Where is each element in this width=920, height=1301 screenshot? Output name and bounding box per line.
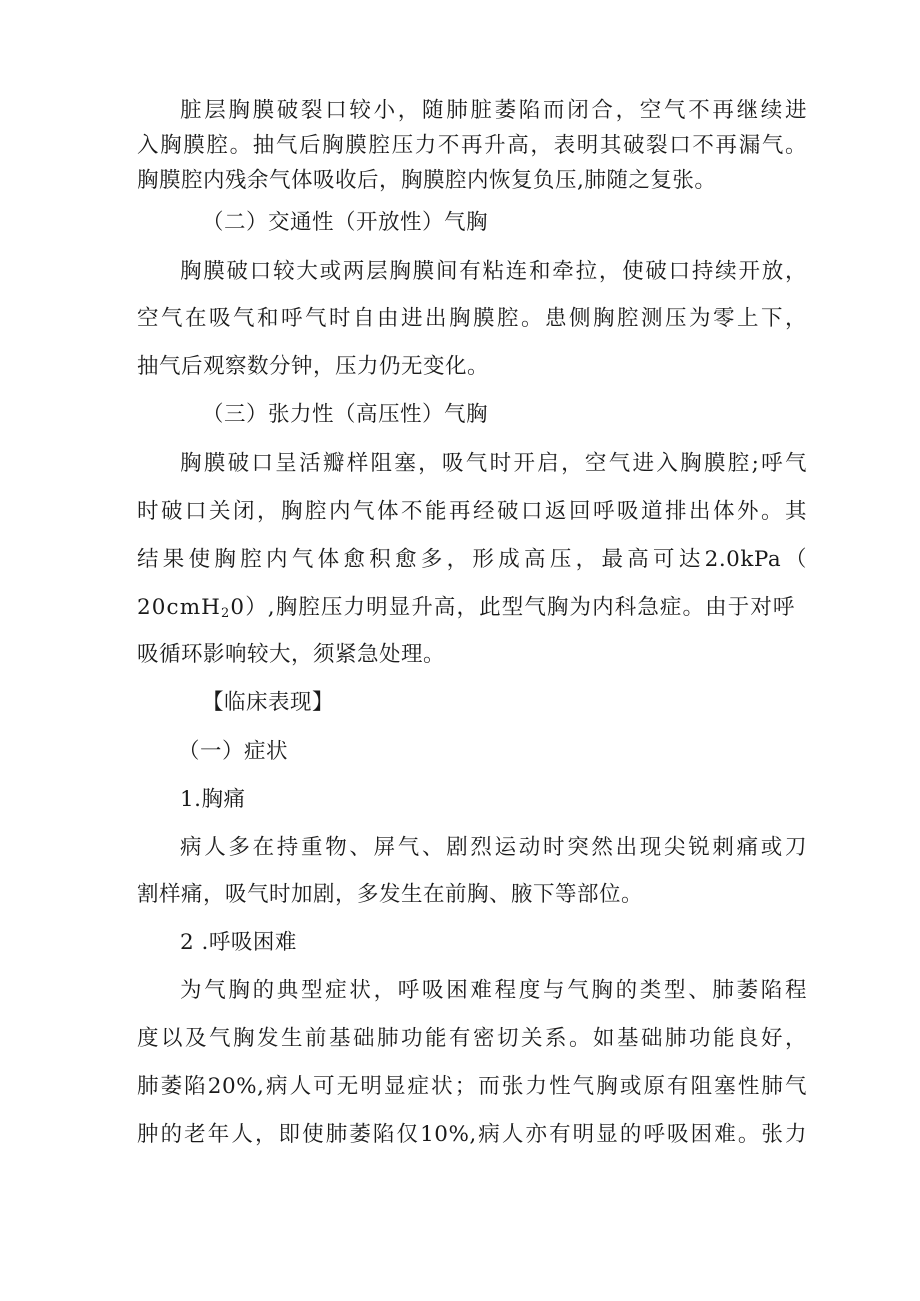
paragraph-line: 肺萎陷20%,病人可无明显症状；而张力性气胸或原有阻塞性肺气: [137, 1074, 807, 1099]
section-heading-dyspnea: 2 .呼吸困难: [180, 930, 297, 955]
paragraph-line: 为气胸的典型症状，呼吸困难程度与气胸的类型、肺萎陷程: [180, 978, 807, 1003]
paragraph-line: 空气在吸气和呼气时自由进出胸膜腔。患侧胸腔测压为零上下，: [137, 306, 807, 331]
formula-rest: 0）,胸腔压力明显升高，此型气胸为内科急症。由于对呼: [230, 595, 796, 620]
paragraph-line: 结果使胸腔内气体愈积愈多，形成高压，最高可达2.0kPa（: [137, 547, 807, 572]
section-heading-clinical: 【临床表现】: [202, 690, 335, 715]
section-heading-tension-pneumothorax: （三）张力性（高压性）气胸: [202, 402, 489, 427]
section-heading-symptoms: （一）症状: [178, 739, 289, 764]
subscript: 2: [221, 606, 231, 621]
paragraph-line: 抽气后观察数分钟，压力仍无变化。: [137, 354, 490, 379]
paragraph-line: 入胸膜腔。抽气后胸膜腔压力不再升高，表明其破裂口不再漏气。: [137, 133, 807, 158]
paragraph-line: 胸膜腔内残余气体吸收后，胸膜腔内恢复负压,肺随之复张。: [137, 168, 717, 193]
paragraph-line: 病人多在持重物、屏气、剧烈运动时突然出现尖锐刺痛或刀: [180, 835, 807, 860]
paragraph-line: 时破口关闭，胸腔内气体不能再经破口返回呼吸道排出体外。其: [137, 499, 807, 524]
paragraph-line: 度以及气胸发生前基础肺功能有密切关系。如基础肺功能良好，: [137, 1026, 807, 1051]
section-heading-open-pneumothorax: （二）交通性（开放性）气胸: [202, 210, 489, 235]
formula-part: 20cmH: [137, 595, 222, 620]
paragraph-line-with-subscript: [137, 593, 807, 623]
paragraph-line: 肿的老年人，即使肺萎陷仅10%,病人亦有明显的呼吸困难。张力: [137, 1122, 807, 1147]
paragraph-line: 胸膜破口呈活瓣样阻塞，吸气时开启，空气进入胸膜腔;呼气: [180, 451, 807, 476]
paragraph-line: 胸膜破口较大或两层胸膜间有粘连和牵拉，使破口持续开放，: [180, 259, 807, 284]
paragraph-line: 脏层胸膜破裂口较小，随肺脏萎陷而闭合，空气不再继续进: [180, 98, 807, 123]
section-heading-chest-pain: 1.胸痛: [180, 787, 246, 812]
paragraph-line: 割样痛，吸气时加剧，多发生在前胸、腋下等部位。: [137, 882, 644, 907]
paragraph-line: 吸循环影响较大，须紧急处理。: [137, 642, 446, 667]
